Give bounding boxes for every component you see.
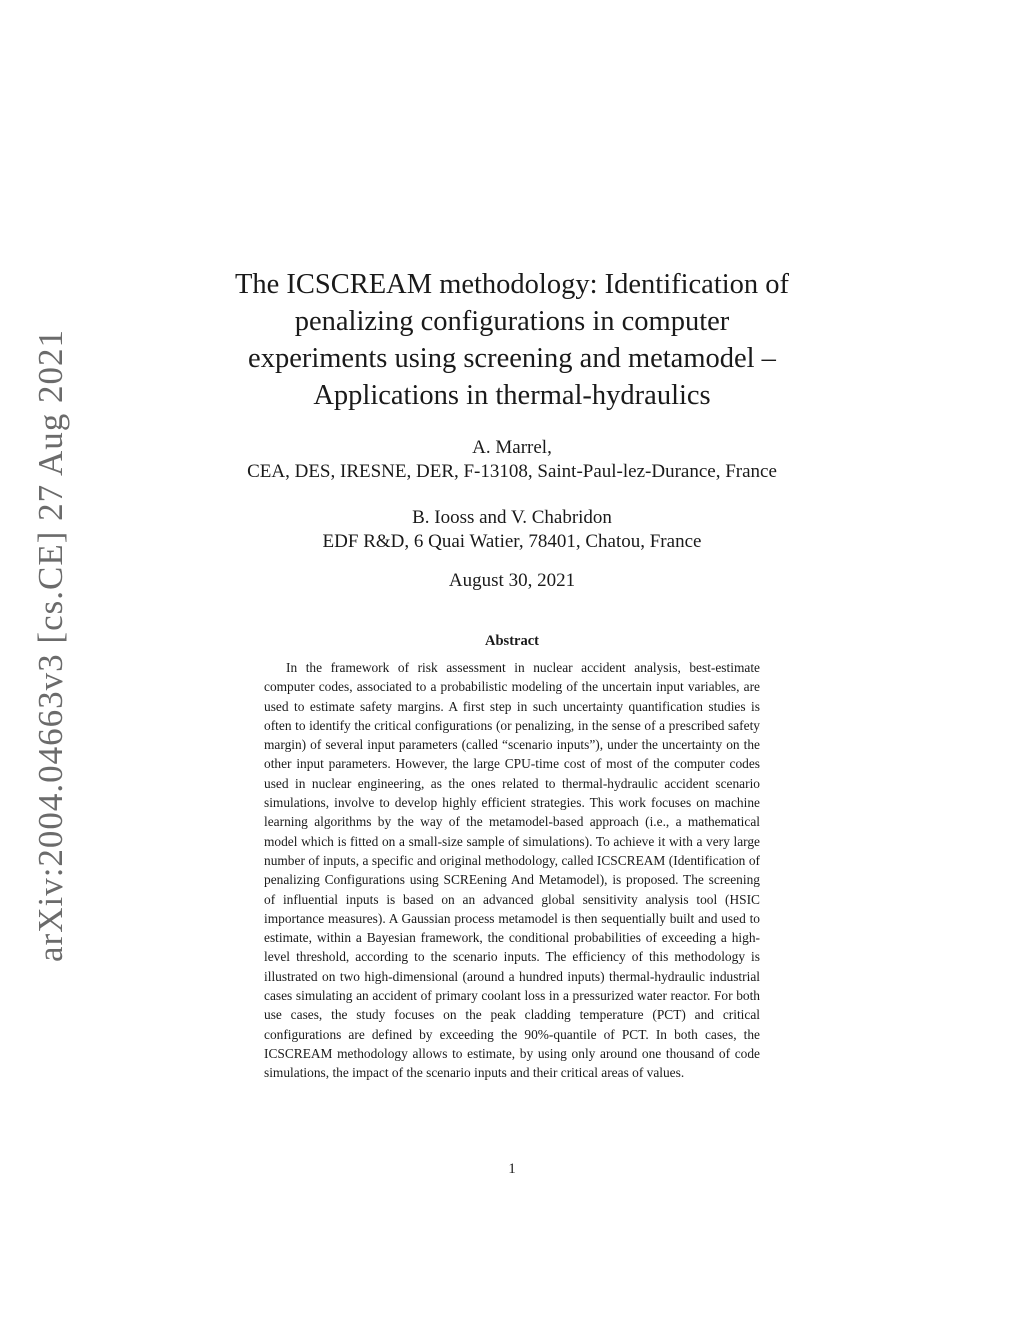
author-names: A. Marrel, (472, 437, 552, 458)
author-block-2 (150, 506, 874, 554)
abstract-heading: Abstract (485, 633, 539, 649)
abstract-text: In the framework of risk assessment in nuclear accident analysis, best-estimate computer codes, associated to a probabilistic modeling of the uncertain input variables, are used to estimate safety margins. A first step in such uncertainty quantification studies is often to identify the critical configurations (or penalizing, in the sense of a prescribed safety margin) of several input parameters (called “scenario inputs”), under the uncertainty on the other input parameters. However, the large CPU-time cost of most of the computer codes used in nuclear engineering, as the ones related to thermal-hydraulic accident scenario simulations, involve to develop highly efficient strategies. This work focuses on machine learning algorithms by the way of the metamodel-based approach (i.e., a mathematical model which is fitted on a small-size sample of simulations). To achieve it with a very large number of inputs, a specific and original methodology, called ICSCREAM (Identification of penalizing Configurations using SCREening And Metamodel), is proposed. The screening of influential inputs is based on an advanced global sensitivity analysis tool (HSIC importance measures). A Gaussian process metamodel is then sequentially built and used to estimate, within a Bayesian framework, the conditional probabilities of exceeding a high-level threshold, according to the scenario inputs. The efficiency of this methodology is illustrated on two high-dimensional (around a hundred inputs) thermal-hydraulic industrial cases simulating an accident of primary coolant loss in a pressurized water reactor. For both use cases, the study focuses on the peak cladding temperature (PCT) and critical configurations are defined by exceeding the 90%-quantile of PCT. In both cases, the ICSCREAM methodology allows to estimate, by using only around one thousand of code simulations, the impact of the scenario inputs and their critical areas of values. (264, 660, 760, 1081)
paper-title (190, 266, 834, 414)
author-affiliation: EDF R&D, 6 Quai Watier, 78401, Chatou, France (322, 531, 702, 552)
page-number: 1 (508, 1161, 516, 1177)
title-line: The ICSCREAM methodology: Identification of (234, 269, 790, 300)
publication-date: August 30, 2021 (448, 570, 576, 591)
title-line: penalizing configurations in computer (294, 306, 730, 337)
title-line: Applications in thermal-hydraulics (313, 380, 711, 411)
author-names: B. Iooss and V. Chabridon (412, 507, 612, 528)
arxiv-identifier-stamp (28, 328, 72, 962)
title-line: experiments using screening and metamodel – (248, 343, 776, 374)
arxiv-identifier-text: arXiv:2004.04663v3 [cs.CE] 27 Aug 2021 (30, 328, 70, 962)
author-affiliation: CEA, DES, IRESNE, DER, F-13108, Saint-Paul-lez-Durance, France (247, 461, 777, 482)
author-block-1 (150, 436, 874, 484)
